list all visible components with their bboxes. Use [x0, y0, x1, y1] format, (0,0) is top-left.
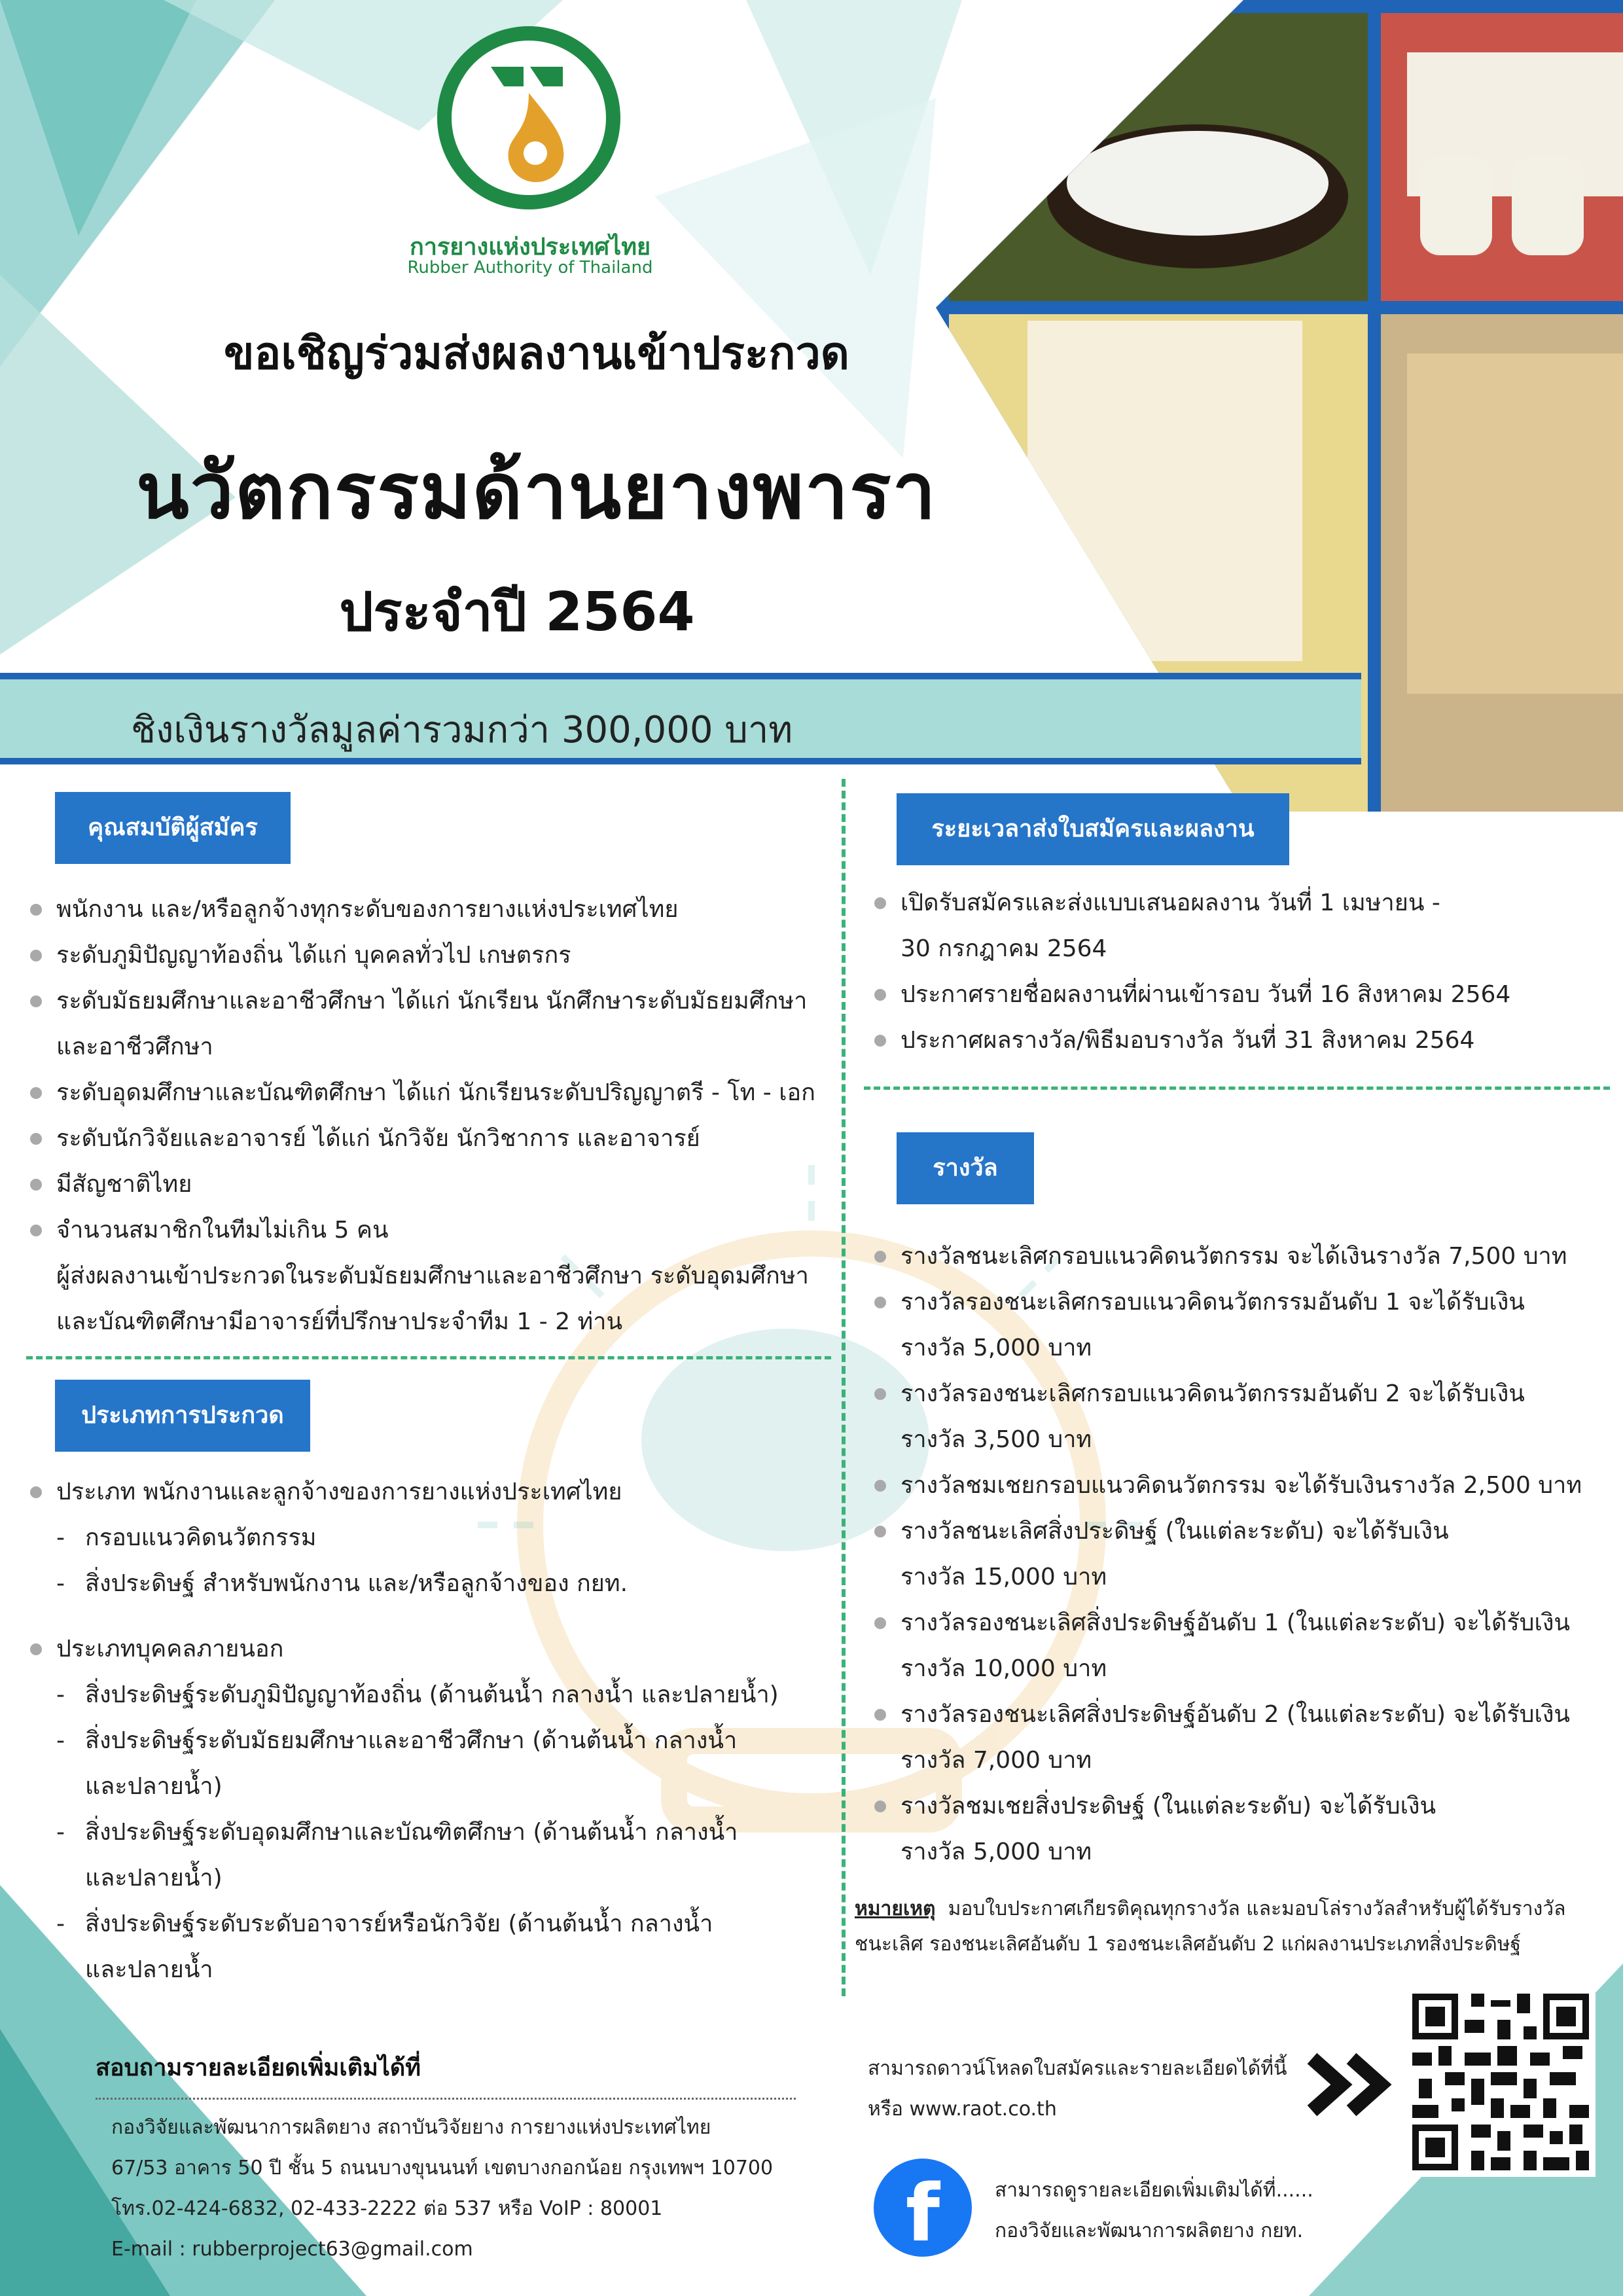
- list-item: ระดับมัธยมศึกษาและอาชีวศึกษา ได้แก่ นักเรียน นักศึกษาระดับมัธยมศึกษา: [26, 978, 838, 1024]
- list-item: ประเภท พนักงานและลูกจ้างของการยางแห่งประเทศไทย: [26, 1469, 838, 1515]
- list-item: ประเภทบุคคลภายนอก: [26, 1626, 838, 1672]
- qualifications-list: [26, 887, 838, 1345]
- list-item: - กรอบแนวคิดนวัตกรรม: [26, 1515, 838, 1561]
- list-item: และบัณฑิตศึกษามีอาจารย์ที่ปรึกษาประจำทีม 1 - 2 ท่าน: [56, 1308, 623, 1335]
- note-text-line1: มอบใบประกาศเกียรติคุณทุกรางวัล และมอบโล่รางวัลสำหรับผู้ได้รับรางวัล: [948, 1897, 1566, 1920]
- left-divider: [26, 1356, 831, 1359]
- contact-address: 67/53 อาคาร 50 ปี ชั้น 5 ถนนบางขุนนนท์ เขตบางกอกน้อย กรุงเทพฯ 10700: [111, 2157, 774, 2179]
- note-text-line2: ชนะเลิศ รองชนะเลิศอันดับ 1 รองชนะเลิศอันดับ 2 แก่ผลงานประเภทสิ่งประดิษฐ์: [855, 1933, 1522, 1956]
- list-item: รางวัลรองชนะเลิศกรอบแนวคิดนวัตกรรมอันดับ 1 จะได้รับเงิน: [870, 1280, 1616, 1325]
- list-item: รางวัล 7,000 บาท: [901, 1747, 1092, 1774]
- list-item: ระดับอุดมศึกษาและบัณฑิตศึกษา ได้แก่ นักเรียนระดับปริญญาตรี - โท - เอก: [26, 1070, 838, 1116]
- list-item: 30 กรกฎาคม 2564: [901, 935, 1107, 962]
- facebook-info: [995, 2170, 1518, 2251]
- contact-details: [111, 2108, 838, 2270]
- facebook-line2: กองวิจัยและพัฒนาการผลิตยาง กยท.: [995, 2219, 1304, 2242]
- double-chevron-right-icon: [1302, 2049, 1400, 2121]
- list-item: และอาชีวศึกษา: [56, 1033, 213, 1060]
- awards-list: [870, 1234, 1616, 1875]
- org-name-thai: การยางแห่งประเทศไทย: [409, 234, 651, 260]
- list-item: รางวัลรองชนะเลิศกรอบแนวคิดนวัตกรรมอันดับ 2 จะได้รับเงิน: [870, 1371, 1616, 1417]
- list-item: ผู้ส่งผลงานเข้าประกวดในระดับมัธยมศึกษาและอาชีวศึกษา ระดับอุดมศึกษา: [56, 1263, 809, 1289]
- contact-phone: โทร.02-424-6832, 02-433-2222 ต่อ 537 หรือ VoIP : 80001: [111, 2197, 663, 2220]
- note-label: หมายเหตุ: [855, 1897, 936, 1920]
- note-block: [855, 1892, 1607, 1962]
- main-title: นวัตกรรมด้านยางพารา: [136, 446, 937, 536]
- list-item: มีสัญชาติไทย: [26, 1162, 838, 1208]
- download-link[interactable]: หรือ www.raot.co.th: [868, 2098, 1057, 2121]
- prize-banner-text: ชิงเงินรางวัลมูลค่ารวมกว่า 300,000 บาท: [131, 709, 793, 751]
- list-item: และปลายน้ำ): [85, 1865, 223, 1892]
- list-item: รางวัลชมเชยสิ่งประดิษฐ์ (ในแต่ละระดับ) จะได้รับเงิน: [870, 1784, 1616, 1829]
- list-item: - สิ่งประดิษฐ์ระดับระดับอาจารย์หรือนักวิจัย (ด้านต้นน้ำ กลางน้ำ: [26, 1901, 838, 1947]
- list-item: และปลายน้ำ: [85, 1956, 213, 1983]
- download-info: [868, 2049, 1326, 2130]
- list-item: รางวัลรองชนะเลิศสิ่งประดิษฐ์อันดับ 2 (ในแต่ละระดับ) จะได้รับเงิน: [870, 1692, 1616, 1738]
- list-item: รางวัล 3,500 บาท: [901, 1426, 1092, 1453]
- schedule-header: ระยะเวลาส่งใบสมัครและผลงาน: [897, 793, 1289, 865]
- list-item: รางวัล 15,000 บาท: [901, 1564, 1107, 1590]
- awards-header: รางวัล: [897, 1132, 1034, 1204]
- list-item: จำนวนสมาชิกในทีมไม่เกิน 5 คน: [26, 1208, 838, 1253]
- qualifications-header: คุณสมบัติผู้สมัคร: [55, 792, 291, 864]
- list-item: และปลายน้ำ): [85, 1773, 223, 1800]
- list-item: รางวัลชมเชยกรอบแนวคิดนวัตกรรม จะได้รับเงินรางวัล 2,500 บาท: [870, 1463, 1616, 1509]
- list-item: - สิ่งประดิษฐ์ระดับภูมิปัญญาท้องถิ่น (ด้านต้นน้ำ กลางน้ำ และปลายน้ำ): [26, 1672, 838, 1718]
- rubber-drop-icon: [452, 41, 606, 195]
- facebook-icon[interactable]: f: [874, 2159, 972, 2257]
- list-item: รางวัล 5,000 บาท: [901, 1335, 1092, 1361]
- facebook-line1: สามารถดูรายละเอียดเพิ่มเติมได้ที่......: [995, 2179, 1313, 2202]
- list-item: พนักงาน และ/หรือลูกจ้างทุกระดับของการยางแห่งประเทศไทย: [26, 887, 838, 933]
- schedule-list: [870, 880, 1616, 1064]
- list-item: รางวัล 5,000 บาท: [901, 1839, 1092, 1865]
- contact-divider: [96, 2098, 796, 2100]
- contact-email[interactable]: E-mail : rubberproject63@gmail.com: [111, 2238, 473, 2261]
- list-item: รางวัลรองชนะเลิศสิ่งประดิษฐ์อันดับ 1 (ในแต่ละระดับ) จะได้รับเงิน: [870, 1600, 1616, 1646]
- column-divider: [842, 779, 846, 1996]
- list-item: ระดับภูมิปัญญาท้องถิ่น ได้แก่ บุคคลทั่วไป เกษตรกร: [26, 933, 838, 978]
- qr-code-icon[interactable]: [1406, 1987, 1596, 2177]
- list-item: รางวัลชนะเลิศสิ่งประดิษฐ์ (ในแต่ละระดับ) จะได้รับเงิน: [870, 1509, 1616, 1554]
- right-divider: [864, 1086, 1610, 1090]
- contact-org: กองวิจัยและพัฒนาการผลิตยาง สถาบันวิจัยยาง การยางแห่งประเทศไทย: [111, 2116, 711, 2139]
- list-item: ประกาศรายชื่อผลงานที่ผ่านเข้ารอบ วันที่ 16 สิงหาคม 2564: [870, 972, 1616, 1018]
- list-item: - สิ่งประดิษฐ์ สำหรับพนักงาน และ/หรือลูกจ้างของ กยท.: [26, 1561, 838, 1607]
- logo-inner: [452, 41, 606, 195]
- list-item: ระดับนักวิจัยและอาจารย์ ได้แก่ นักวิจัย นักวิชาการ และอาจารย์: [26, 1116, 838, 1162]
- categories-header: ประเภทการประกวด: [55, 1380, 310, 1452]
- list-item: - สิ่งประดิษฐ์ระดับมัธยมศึกษาและอาชีวศึกษา (ด้านต้นน้ำ กลางน้ำ: [26, 1718, 838, 1764]
- download-line1: สามารถดาวน์โหลดใบสมัครและรายละเอียดได้ที่นี้: [868, 2057, 1287, 2080]
- contact-header: สอบถามรายละเอียดเพิ่มเติมได้ที่: [96, 2054, 421, 2081]
- list-item: ประกาศผลรางวัล/พิธีมอบรางวัล วันที่ 31 สิงหาคม 2564: [870, 1018, 1616, 1064]
- list-item: เปิดรับสมัครและส่งแบบเสนอผลงาน วันที่ 1 เมษายน -: [870, 880, 1616, 926]
- invite-heading: ขอเชิญร่วมส่งผลงานเข้าประกวด: [224, 328, 849, 380]
- org-name-english: Rubber Authority of Thailand: [407, 258, 653, 278]
- list-item: รางวัล 10,000 บาท: [901, 1655, 1107, 1682]
- year-title: ประจำปี 2564: [339, 581, 695, 643]
- categories-list: [26, 1469, 838, 1993]
- list-item: - สิ่งประดิษฐ์ระดับอุดมศึกษาและบัณฑิตศึกษา (ด้านต้นน้ำ กลางน้ำ: [26, 1810, 838, 1856]
- list-item: รางวัลชนะเลิศกรอบแนวคิดนวัตกรรม จะได้เงินรางวัล 7,500 บาท: [870, 1234, 1616, 1280]
